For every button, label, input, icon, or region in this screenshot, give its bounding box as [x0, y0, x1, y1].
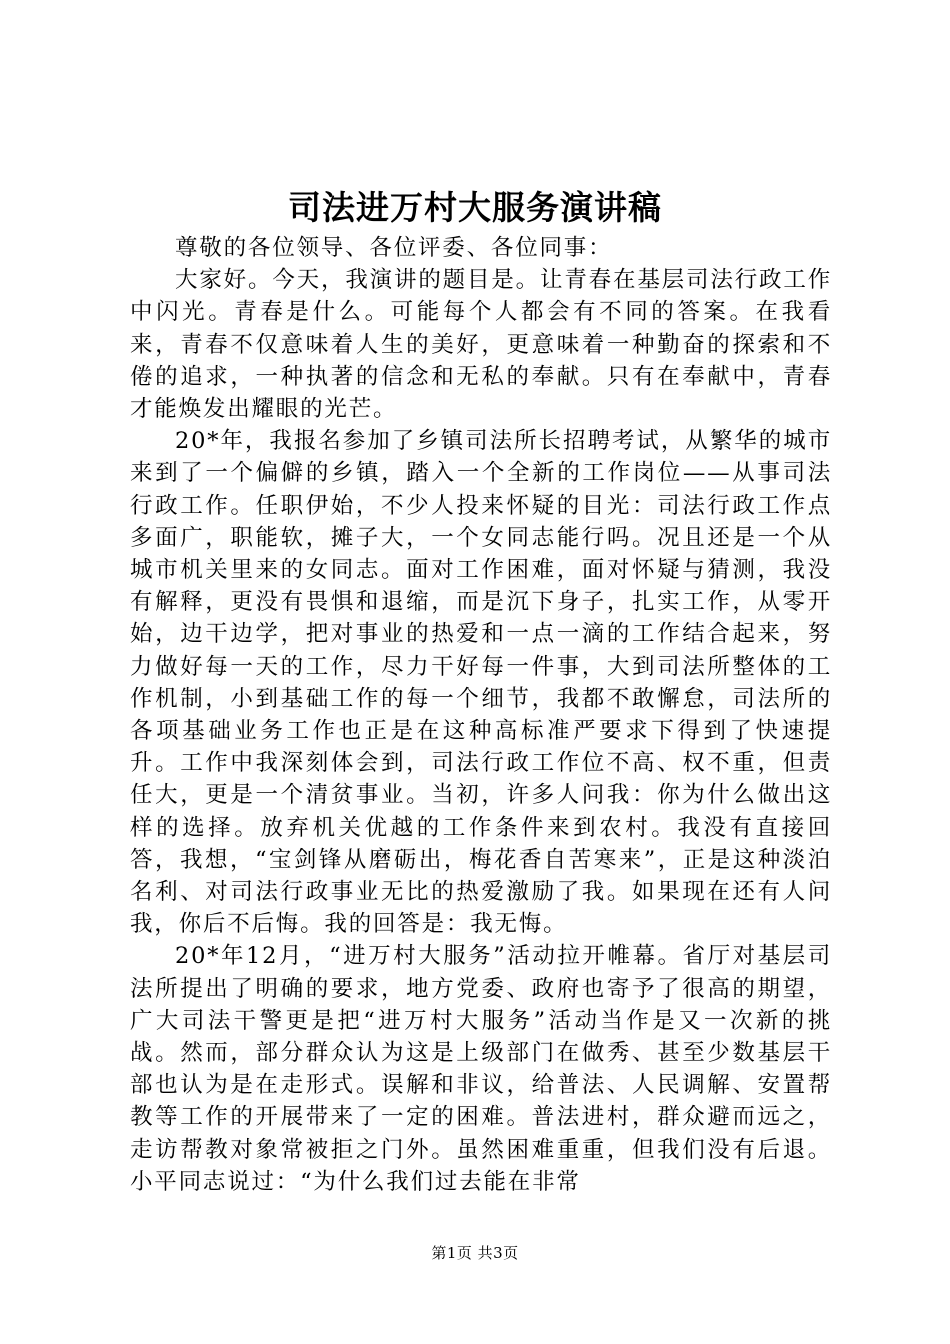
body-paragraph: 大家好。今天，我演讲的题目是。让青春在基层司法行政工作中闪光。青春是什么。可能每个人都会有不同的答案。在我看来，青春不仅意味着人生的美好，更意味着一种勤奋的探索和不倦的追求，一种执著的信念和无私的奉献。只有在奉献中，青春才能焕发出耀眼的光芒。	[130, 267, 832, 423]
page-number-footer: 第1页 共3页	[431, 1244, 519, 1262]
document-body	[130, 232, 832, 1198]
document-title: 司法进万村大服务演讲稿	[288, 188, 662, 227]
salutation-paragraph: 尊敬的各位领导、各位评委、各位同事：	[175, 235, 613, 261]
body-paragraph: 20*年12月，“进万村大服务”活动拉开帷幕。省厅对基层司法所提出了明确的要求，地方党委、政府也寄予了很高的期望，广大司法干警更是把“进万村大服务”活动当作是又一次新的挑战。然而，部分群众认为这是上级部门在做秀、甚至少数基层干部也认为是在走形式。误解和非议，给普法、人民调解、安置帮教等工作的开展带来了一定的困难。普法进村，群众避而远之，走访帮教对象常被拒之门外。虽然困难重重，但我们没有后退。小平同志说过：“为什么我们过去能在非常	[130, 943, 832, 1195]
body-paragraph: 20*年，我报名参加了乡镇司法所长招聘考试，从繁华的城市来到了一个偏僻的乡镇，踏入一个全新的工作岗位——从事司法行政工作。任职伊始，不少人投来怀疑的目光：司法行政工作点多面广，职能软，摊子大，一个女同志能行吗。况且还是一个从城市机关里来的女同志。面对工作困难，面对怀疑与猜测，我没有解释，更没有畏惧和退缩，而是沉下身子，扎实工作，从零开始，边干边学，把对事业的热爱和一点一滴的工作结合起来，努力做好每一天的工作，尽力干好每一件事，大到司法所整体的工作机制，小到基础工作的每一个细节，我都不敢懈怠，司法所的各项基础业务工作也正是在这种高标准严要求下得到了快速提升。工作中我深刻体会到，司法行政工作位不高、权不重，但责任大，更是一个清贫事业。当初，许多人问我：你为什么做出这样的选择。放弃机关优越的工作条件来到农村。我没有直接回答，我想，“宝剑锋从磨砺出，梅花香自苦寒来”，正是这种淡泊名利、对司法行政事业无比的热爱激励了我。如果现在还有人问我，你后不后悔。我的回答是：我无悔。	[130, 428, 832, 938]
